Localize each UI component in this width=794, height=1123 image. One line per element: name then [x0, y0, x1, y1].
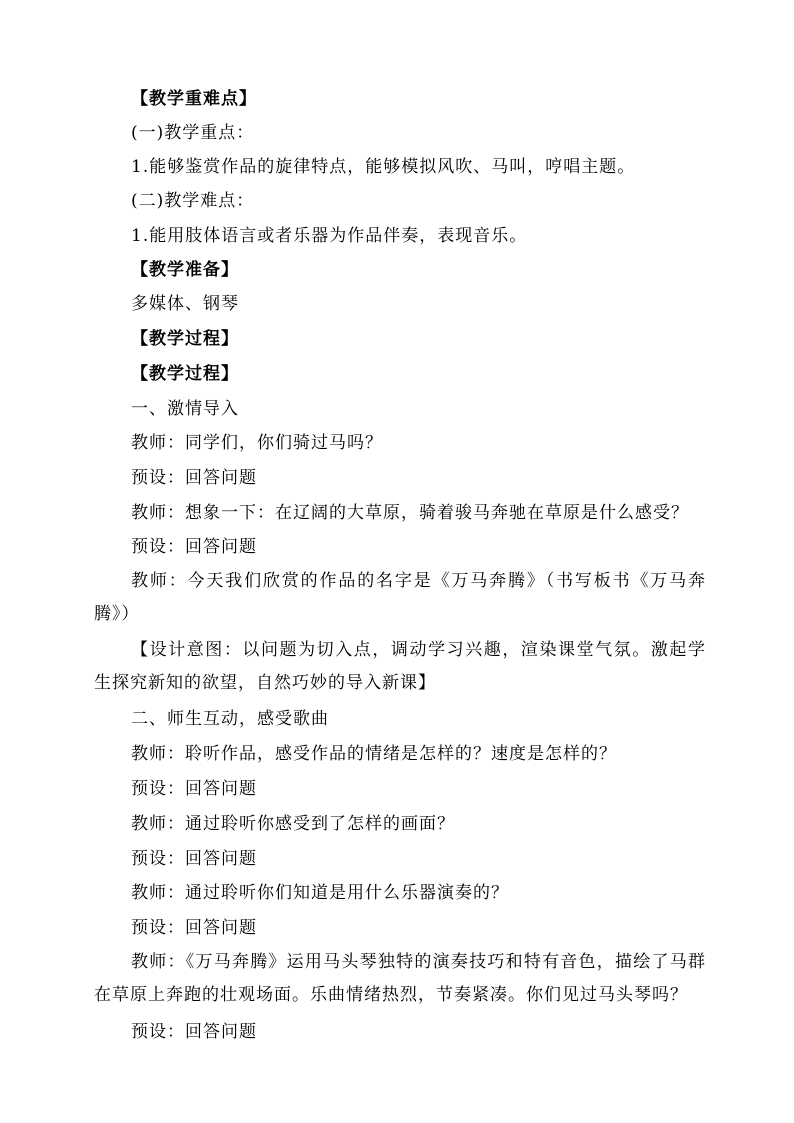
dialogue-line: 预设：回答问题 [131, 1022, 257, 1042]
preparation-content: 多媒体、钢琴 [131, 294, 239, 314]
teacher-instrument-paragraph: 教师：《万马奔腾》运用马头琴独特的演奏技巧和特有音色，描绘了马群在草原上奔跑的壮观场面。乐曲情绪热烈，节奏紧凑。你们见过马头琴吗？ [94, 952, 706, 1005]
subheading-difficulty: (二)教学难点： [131, 191, 255, 211]
design-intent-paragraph: 【设计意图：以问题为切入点，调动学习兴趣，渲染课堂气氛。激起学生探究新知的欲望，自然巧妙的导入新课】 [94, 640, 706, 693]
dialogue-line: 预设：回答问题 [131, 849, 257, 869]
key-point-item: 1.能够鉴赏作品的旋律特点，能够模拟风吹、马叫，哼唱主题。 [131, 157, 636, 177]
dialogue-line: 教师：想象一下：在辽阔的大草原，骑着骏马奔驰在草原是什么感受？ [131, 503, 689, 523]
dialogue-line: 预设：回答问题 [131, 918, 257, 938]
dialogue-line: 预设：回答问题 [131, 468, 257, 488]
dialogue-line: 教师：通过聆听你们知道是用什么乐器演奏的？ [131, 883, 509, 903]
heading-key-points: 【教学重难点】 [131, 89, 257, 109]
subheading-key-point: (一)教学重点： [131, 123, 255, 143]
heading-process-repeat: 【教学过程】 [131, 364, 239, 384]
dialogue-line: 预设：回答问题 [131, 537, 257, 557]
heading-process: 【教学过程】 [131, 329, 239, 349]
dialogue-line: 教师：聆听作品，感受作品的情绪是怎样的？速度是怎样的？ [131, 744, 617, 764]
dialogue-line: 教师：同学们，你们骑过马吗？ [131, 433, 383, 453]
dialogue-line: 预设：回答问题 [131, 779, 257, 799]
part1-title: 一、激情导入 [131, 399, 239, 419]
heading-preparation: 【教学准备】 [131, 260, 239, 280]
part2-title: 二、师生互动，感受歌曲 [131, 709, 329, 729]
teacher-intro-paragraph: 教师：今天我们欣赏的作品的名字是《万马奔腾》（书写板书《万马奔腾》） [94, 571, 706, 624]
difficulty-item: 1.能用肢体语言或者乐器为作品伴奏，表现音乐。 [131, 226, 528, 246]
dialogue-line: 教师：通过聆听你感受到了怎样的画面？ [131, 814, 455, 834]
